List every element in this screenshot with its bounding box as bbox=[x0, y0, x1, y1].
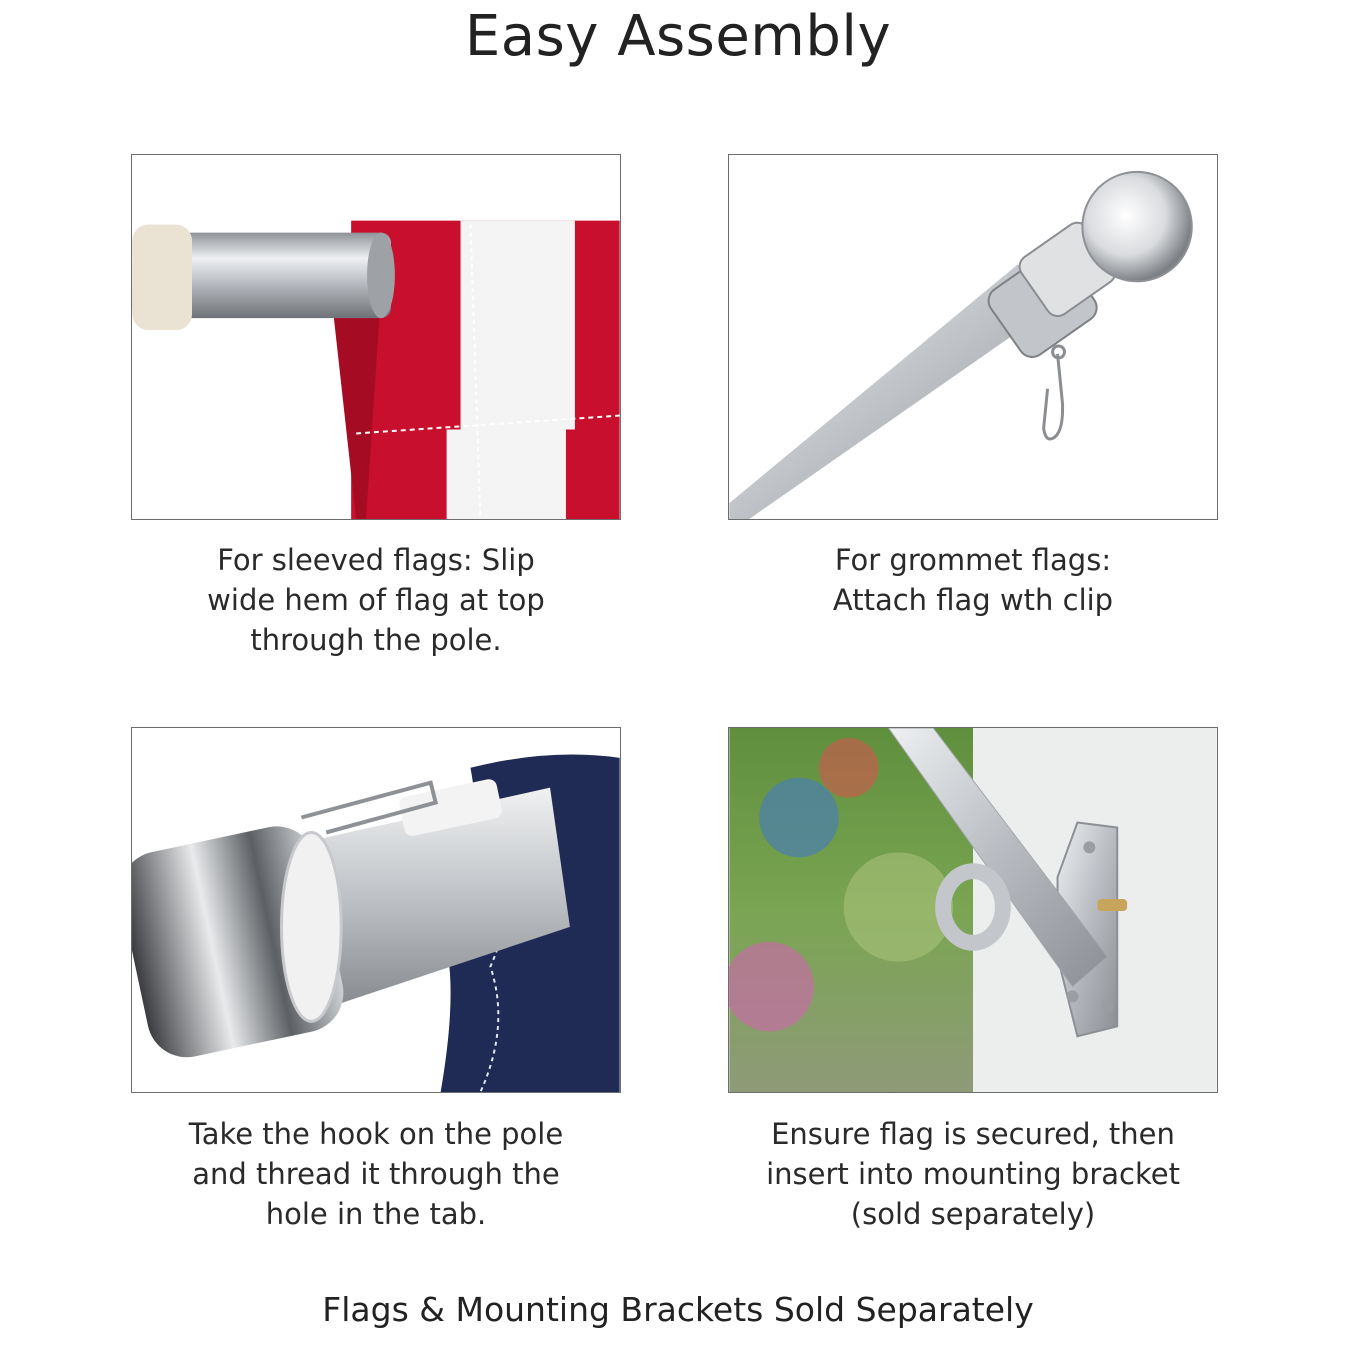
step-3-photo bbox=[131, 727, 621, 1093]
sleeved-flag-illustration bbox=[132, 155, 620, 519]
footer-note: Flags & Mounting Brackets Sold Separately bbox=[322, 1290, 1034, 1329]
step-2-caption: For grommet flags: Attach flag wth clip bbox=[832, 543, 1114, 617]
step-4-caption: Ensure flag is secured, then insert into mounting bracket (sold separately) bbox=[766, 1117, 1180, 1231]
step-4-photo bbox=[728, 727, 1218, 1093]
step-3-caption: Take the hook on the pole and thread it through the hole in the tab. bbox=[188, 1117, 564, 1231]
step-1-photo bbox=[131, 154, 621, 520]
hook-tab-illustration bbox=[132, 728, 620, 1092]
grommet-clip-illustration bbox=[729, 155, 1217, 519]
step-1-caption: For sleeved flags: Slip wide hem of flag at top through the pole. bbox=[207, 543, 545, 657]
step-2-photo bbox=[728, 154, 1218, 520]
page-title: Easy Assembly bbox=[464, 4, 892, 69]
mounting-bracket-illustration bbox=[729, 728, 1217, 1092]
